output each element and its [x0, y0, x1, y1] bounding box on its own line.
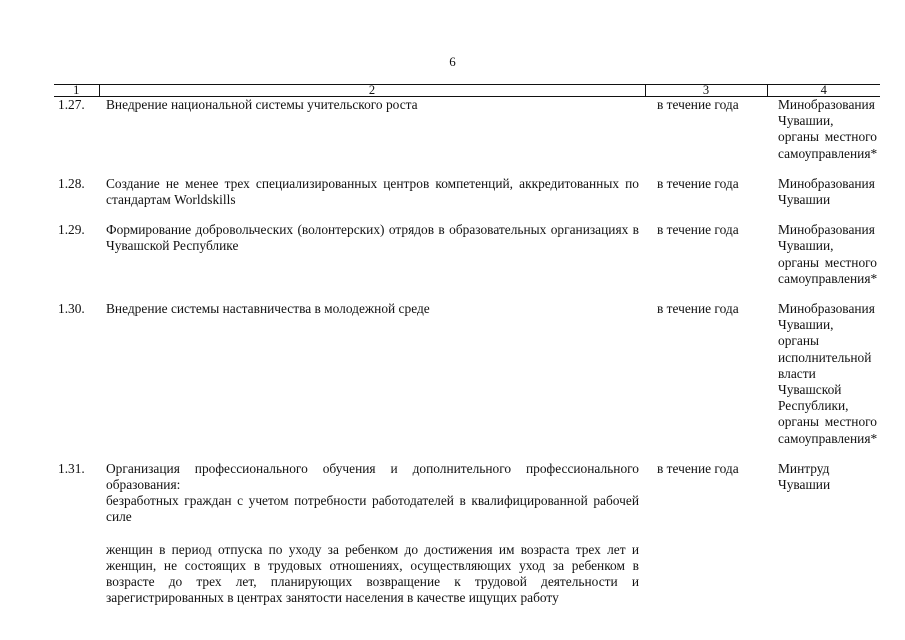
- item-description: Создание не менее трех специализированных центров компетенций, аккредитованных по стандартам Worldskills: [106, 175, 639, 208]
- item-term: в течение года: [657, 222, 739, 238]
- action-plan-table: [54, 84, 880, 620]
- item-description: Внедрение национальной системы учительского роста: [106, 97, 418, 112]
- item-executor: Минобразования Чувашии, органы местного самоуправления*: [778, 222, 878, 286]
- table-header: [54, 85, 880, 97]
- column-header-3: 3: [645, 85, 767, 97]
- table-row: [54, 176, 880, 222]
- item-number: 1.31.: [58, 460, 85, 476]
- table-row: [54, 461, 880, 621]
- item-term: в течение года: [657, 175, 739, 191]
- column-header-2: 2: [99, 85, 645, 97]
- table-row: [54, 222, 880, 301]
- item-subpoint: безработных граждан с учетом потребности работодателей в квалифицированной рабочей силе: [106, 493, 639, 525]
- item-executor: Минобразования Чувашии: [778, 175, 875, 208]
- item-term: в течение года: [657, 301, 739, 317]
- item-executor: Минобразования Чувашии, органы исполнительной власти Чувашской Республики, органы местного самоуправления*: [778, 301, 878, 446]
- item-subpoint: женщин в период отпуска по уходу за ребенком до достижения им возраста трех лет и женщин, не состоящих в трудовых отношениях, осуществляющих уход за ребенком в возрасте до трех лет, планирующих возвращение к трудовой деятельности и зарегистрированных в центрах занятости населения в качестве ищущих работу: [106, 541, 639, 606]
- column-header-1: 1: [54, 85, 99, 97]
- table-row: [54, 301, 880, 461]
- item-number: 1.27.: [58, 97, 85, 112]
- column-header-4: 4: [767, 85, 880, 97]
- item-description: Формирование добровольческих (волонтерских) отрядов в образовательных организациях в Чувашской Республике: [106, 222, 639, 254]
- item-description: Внедрение системы наставничества в молодежной среде: [106, 301, 430, 317]
- item-term: в течение года: [657, 460, 739, 476]
- item-term: в течение года: [657, 97, 739, 112]
- item-number: 1.28.: [58, 175, 85, 191]
- item-number: 1.30.: [58, 301, 85, 317]
- item-number: 1.29.: [58, 222, 85, 238]
- item-description-cell: [99, 461, 645, 621]
- item-description: Организация профессионального обучения и дополнительного профессионального образования:: [106, 460, 639, 493]
- table-row: [54, 97, 880, 176]
- page-number: 6: [449, 54, 456, 69]
- item-executor: Минобразования Чувашии, органы местного самоуправления*: [778, 97, 878, 161]
- item-executor: Минтруд Чувашии: [778, 460, 831, 493]
